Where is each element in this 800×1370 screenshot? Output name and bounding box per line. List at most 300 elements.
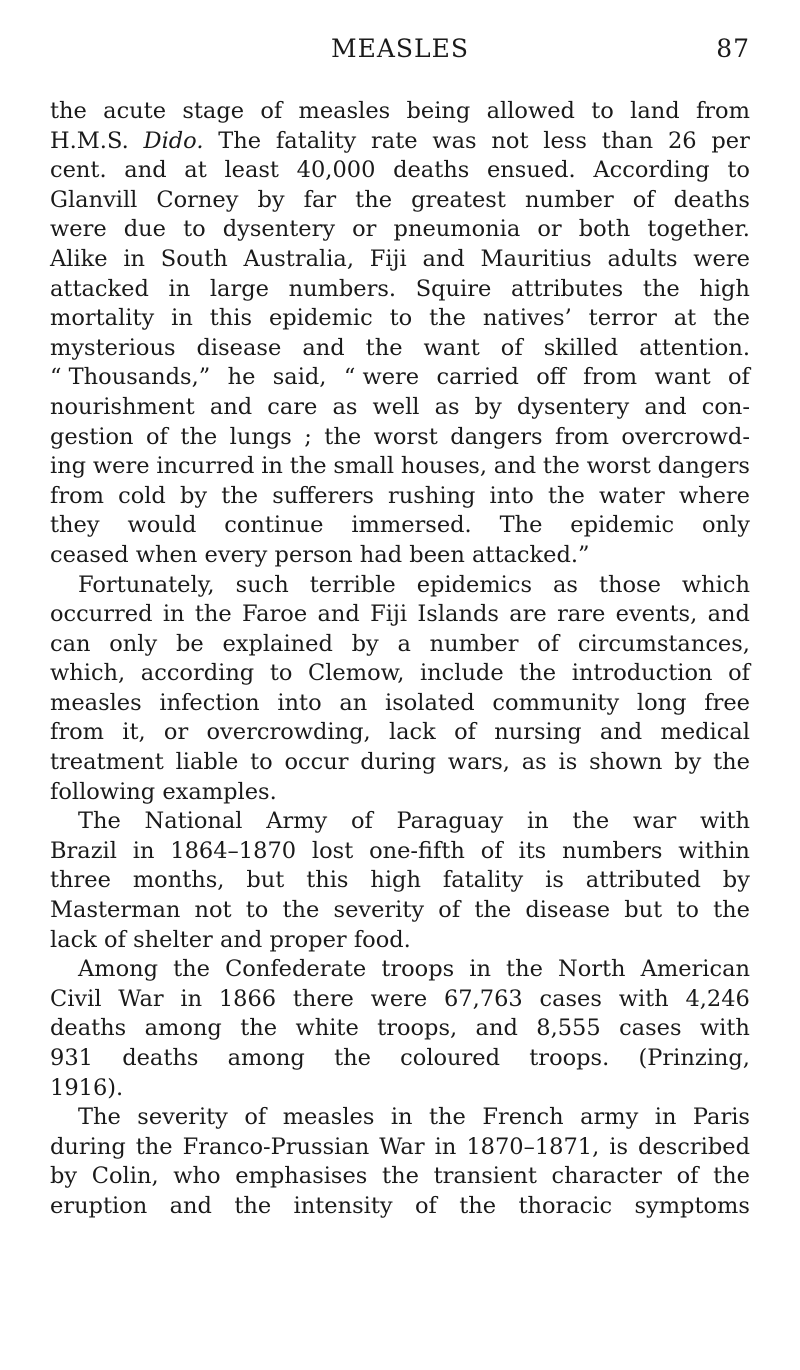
word: its [518,837,547,864]
word: attributes [510,275,624,302]
word: the [282,897,320,924]
word: houses, [400,453,487,480]
word: the [519,660,557,687]
word: intensity [293,1192,393,1219]
word: Paris [692,1104,750,1131]
word: the [547,482,585,509]
word: dysentery [222,216,336,243]
word: of [104,926,126,953]
word: attacked [50,275,149,302]
word: by [722,867,750,894]
word: least [224,157,279,184]
word: measles [282,1104,375,1131]
word: Dido. [143,127,204,154]
word: together. [647,216,750,243]
word: Colin, [91,1163,159,1190]
word: thoracic [518,1192,613,1219]
word: cases [539,985,602,1012]
word: circumstances, [577,630,750,657]
word: can [50,630,91,657]
word: Fiji [369,245,407,272]
word: is [558,749,578,776]
word: both [578,216,631,243]
word: as [332,393,358,420]
word: were [693,245,750,272]
word: the [355,186,393,213]
word: in [390,1104,413,1131]
word: with [699,808,750,835]
word: Alike [50,245,108,272]
word: of [438,897,461,924]
word: the [50,98,87,124]
word: events, [615,601,698,628]
word: only [109,630,158,657]
word: epidemics [416,571,532,598]
word: community [492,689,620,716]
word: sufferers [272,482,374,509]
text-line [50,748,750,778]
text-line [50,866,750,896]
word: nursing [494,719,582,746]
word: deaths [50,1015,127,1042]
word: there [292,985,354,1012]
text-line [50,363,750,393]
word: person [274,541,353,568]
word: acute [103,98,167,124]
text-line [50,630,750,660]
word: as [434,393,460,420]
word: large [209,275,269,302]
word: Confederate [225,956,367,983]
word: War [379,1133,425,1160]
word: of [414,1192,437,1219]
word: 8,555 [536,1015,601,1042]
word: liable [175,749,239,776]
word: and [493,453,537,480]
word: numbers [562,837,663,864]
word: 67,763 [443,985,523,1012]
word: According [593,157,710,184]
word: of [454,719,476,746]
word: were [92,453,150,480]
word: the [429,1104,466,1131]
word: high [370,867,421,894]
word: con- [701,393,750,420]
word: at [184,157,207,184]
word: the [365,334,403,361]
word: not [491,127,529,154]
text-line [50,127,750,157]
word: in [162,601,185,628]
word: 26 [667,127,697,154]
word: gestion [50,423,134,450]
word: overcrowding, [206,719,371,746]
word: and [219,926,263,953]
word: cases [619,1015,682,1042]
word: pneumonia [393,216,521,243]
word: in [123,245,146,272]
word: symptoms [634,1192,750,1219]
word: lack [50,926,97,953]
word: the [180,423,218,450]
word: and [317,601,360,628]
word: rate [371,127,418,154]
word: he [227,364,256,391]
word: in [654,1104,677,1131]
word: continue [224,512,324,539]
word: cent. [50,157,107,184]
word: been [409,541,465,568]
running-header [50,34,750,70]
word: include [419,660,504,687]
word: immersed. [351,512,472,539]
word: emphasises [235,1163,368,1190]
word: attacked.” [472,541,590,568]
word: months, [132,867,225,894]
text-line [50,926,750,956]
word: fatality [442,867,524,894]
word: attributed [585,867,701,894]
word: rushing [388,482,476,509]
word: cold [118,482,166,509]
text-line [50,452,750,482]
word: of [350,808,373,835]
word: numbers. [288,275,397,302]
word: dysentery [516,393,630,420]
word: to [591,98,614,124]
word: adults [607,245,678,272]
word: eruption [50,1192,148,1219]
word: of [537,630,560,657]
word: measles [298,98,391,124]
word: allowed [486,98,575,124]
word: which, [50,660,126,687]
word: long [636,689,687,716]
word: to [676,897,699,924]
word: the [429,305,466,332]
word: dangers [657,453,750,480]
word: every [204,541,268,568]
word: Glanvill [50,186,138,213]
word: with [618,985,669,1012]
word: an [339,689,368,716]
word: Fortunately, [78,571,215,598]
word: of [146,423,168,450]
word: and [475,1015,518,1042]
word: mortality [50,305,155,332]
text-line [50,718,750,748]
word: in [168,275,191,302]
word: the [713,749,750,776]
word: from [695,98,750,124]
word: Clemow, [308,660,405,687]
word: introduction [571,660,713,687]
book-page [50,34,750,1222]
word: fatality [275,127,357,154]
word: from [50,482,104,509]
text-line [50,245,750,275]
word: the [642,275,680,302]
word: are [509,601,547,628]
word: off [536,364,566,391]
word: by [257,186,285,213]
word: want [423,334,480,361]
word: lost [311,837,354,864]
word: and [422,245,465,272]
word: epidemic [268,305,373,332]
word: by [674,749,702,776]
word: during [360,749,437,776]
word: care [267,393,318,420]
word: 1870–1871, [466,1133,600,1160]
word: isolated [385,689,475,716]
word: the [234,1192,272,1219]
page-number: 87 [716,34,750,63]
word: were [50,216,107,243]
word: lack [388,719,436,746]
word: of [676,1163,699,1190]
text-line [50,1044,750,1074]
word: high [699,275,750,302]
word: of [260,98,283,124]
word: the [713,897,750,924]
word: or [163,719,189,746]
word: number [524,186,614,213]
word: and [169,1192,212,1219]
word: or [352,216,377,243]
word: greatest [411,186,506,213]
word: the [474,897,512,924]
word: by [351,630,379,657]
word: Mauritius [480,245,592,272]
word: the [194,601,232,628]
word: the [221,482,259,509]
text-line [50,511,750,541]
word: ensued. [486,157,576,184]
running-title: MEASLES [330,34,469,63]
word: Brazil [50,837,117,864]
word: character [551,1163,662,1190]
word: treatment [50,749,164,776]
word: want [654,364,711,391]
word: Franco-Prussian [182,1133,370,1160]
word: white [295,1015,359,1042]
word: stage [182,98,245,124]
word: food. [353,926,411,953]
word: mysterious [50,334,176,361]
word: the [324,423,362,450]
text-line [50,541,750,571]
word: examples. [162,778,277,805]
word: 4,246 [685,985,750,1012]
word: the [542,453,580,480]
word: occur [284,749,349,776]
word: the [173,956,210,983]
text-line [50,1074,750,1104]
word: troops [381,956,455,983]
word: The [499,512,543,539]
text-line [50,571,750,601]
word: of [500,334,523,361]
word: army [580,1104,639,1131]
word: into [489,482,534,509]
text-line [50,304,750,334]
word: coloured [400,1045,501,1071]
word: shown [589,749,663,776]
word: in [469,956,491,983]
word: as [553,571,578,598]
word: natives’ [482,305,572,332]
word: the [459,1192,497,1219]
word: Army [266,808,328,835]
word: or [537,216,562,243]
word: “ were [343,364,420,391]
word: and [302,334,345,361]
word: worst [373,423,438,450]
text-line [50,778,750,808]
word: disease [196,334,282,361]
word: deaths [122,1045,199,1071]
word: skilled [543,334,619,361]
word: to [727,157,750,184]
word: Islands [417,601,499,628]
word: terrible [309,571,396,598]
word: incurred [156,453,255,480]
word: is [545,867,564,894]
word: well [372,393,420,420]
word: not [194,897,232,924]
word: Masterman [50,897,181,924]
word: deaths [393,157,470,184]
word: who [173,1163,221,1190]
word: Australia, [243,245,354,272]
word: to [389,305,413,332]
text-line [50,600,750,630]
text-line [50,896,750,926]
word: worst [586,453,651,480]
text-line [50,1014,750,1044]
word: within [678,837,750,864]
word: 40,000 [296,157,376,184]
text-line [50,97,750,127]
text-line [50,186,750,216]
word: of [728,364,750,391]
word: they [50,512,100,539]
word: a [397,630,411,657]
word: the [334,1045,371,1071]
text-line [50,659,750,689]
word: where [678,482,750,509]
word: of [244,1104,267,1131]
word: lungs [229,423,292,450]
word: ceased [50,541,129,568]
text-line [50,215,750,245]
word: National [144,808,243,835]
word: by [179,482,208,509]
word: troops. [529,1045,610,1071]
word: water [598,482,665,509]
word: the [135,1133,173,1160]
word: from [555,423,609,450]
word: and [644,393,687,420]
word: War [118,985,164,1012]
word: only [701,512,750,539]
word: shelter [133,926,213,953]
word: French [482,1104,564,1131]
word: dangers [450,423,543,450]
word: 931 [50,1045,93,1071]
word: American [640,956,750,983]
word: as [521,749,547,776]
word: wars, [447,749,510,776]
word: was [432,127,477,154]
word: H.M.S. [50,127,129,154]
word: the [572,808,610,835]
word: following [50,778,156,805]
word: is [609,1133,629,1160]
word: described [638,1133,750,1160]
word: it, [122,719,146,746]
word: Paraguay [396,808,504,835]
word: Faroe [242,601,308,628]
word: Corney [156,186,239,213]
word: according [140,660,255,687]
word: being [406,98,471,124]
word: than [601,127,654,154]
word: 1864–1870 [170,837,297,864]
word: were [370,985,428,1012]
word: and [599,719,643,746]
word: the [382,1163,419,1190]
text-line [50,837,750,867]
word: among [144,1015,222,1042]
text-line [50,393,750,423]
word: and [124,157,167,184]
word: from [50,719,104,746]
word: per [711,127,750,154]
word: the [713,305,750,332]
word: during [50,1133,126,1160]
word: be [175,630,204,657]
body-text [50,97,750,1222]
word: among [227,1045,305,1071]
word: due [123,216,166,243]
word: (Prinzing, [638,1045,750,1071]
word: from [583,364,638,391]
word: and [707,601,750,628]
word: severity [137,1104,228,1131]
word: to [245,897,269,924]
word: by [50,1163,78,1190]
word: such [235,571,289,598]
word: The [218,127,262,154]
word: transient [433,1163,537,1190]
word: in [526,808,549,835]
word: number [429,630,519,657]
word: in [261,453,283,480]
text-line [50,1192,750,1222]
word: the [713,1163,750,1190]
text-line [50,334,750,364]
word: overcrowd- [621,423,750,450]
word: into [277,689,322,716]
word: small [333,453,395,480]
word: war [632,808,677,835]
word: in [132,837,155,864]
text-line [50,807,750,837]
text-line [50,1133,750,1163]
word: Squire [415,275,492,302]
